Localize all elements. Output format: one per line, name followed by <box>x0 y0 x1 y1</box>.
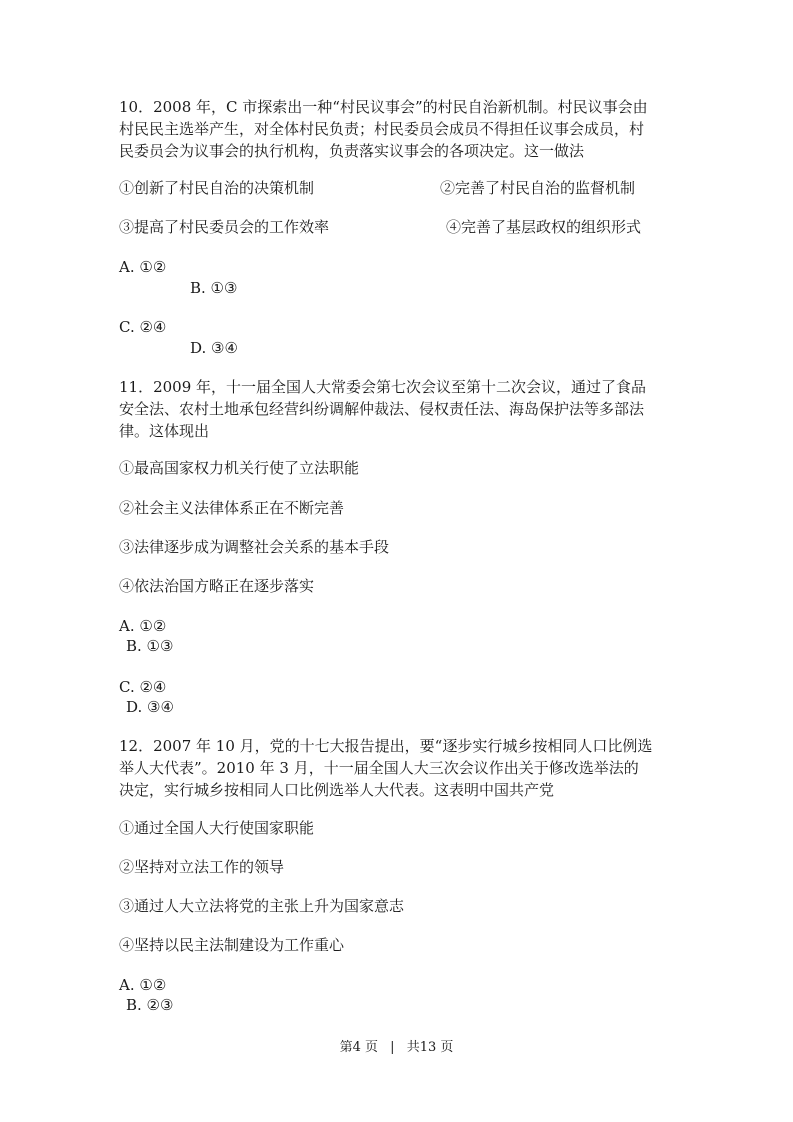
q11-statement-4: ④依法治国方略正在逐步落实 <box>119 577 315 595</box>
q10-statement-1: ①创新了村民自治的决策机制 <box>119 179 315 197</box>
q11-option-d: D. ③④ <box>126 698 174 716</box>
q10-option-c: C. ②④ <box>119 318 167 336</box>
page-footer <box>0 1038 793 1058</box>
q12-stem-line-3: 决定，实行城乡按相同人口比例选举人大代表。这表明中国共产党 <box>119 781 555 799</box>
q10-stem-line-2: 村民民主选举产生，对全体村民负责；村民委员会成员不得担任议事会成员，村 <box>119 120 645 138</box>
q12-option-b: B. ②③ <box>126 996 174 1014</box>
q10-option-d: D. ③④ <box>190 339 238 357</box>
q10-statement-4: ④完善了基层政权的组织形式 <box>446 218 642 236</box>
q11-option-c: C. ②④ <box>119 678 167 696</box>
q12-statement-4: ④坚持以民主法制建设为工作重心 <box>119 936 345 954</box>
footer-separator: | <box>390 1040 395 1055</box>
q11-option-b: B. ①③ <box>126 637 174 655</box>
q11-stem-line-3: 律。这体现出 <box>119 422 210 440</box>
q10-statement-2: ②完善了村民自治的监督机制 <box>440 179 636 197</box>
q10-statement-3: ③提高了村民委员会的工作效率 <box>119 218 330 236</box>
q12-option-a: A. ①② <box>119 976 167 994</box>
q11-option-a: A. ①② <box>119 617 167 635</box>
page-number-label: 第4 页 <box>339 1040 379 1055</box>
q10-option-b: B. ①③ <box>190 279 238 297</box>
q12-statement-1: ①通过全国人大行使国家职能 <box>119 819 315 837</box>
total-pages-label: 共13 页 <box>406 1040 454 1055</box>
q12-statement-3: ③通过人大立法将党的主张上升为国家意志 <box>119 897 405 915</box>
q11-stem-line-2: 安全法、农村土地承包经营纠纷调解仲裁法、侵权责任法、海岛保护法等多部法 <box>119 400 645 418</box>
q10-option-a: A. ①② <box>119 258 167 276</box>
q12-stem-line-1: 12．2007 年 10 月，党的十七大报告提出，要“逐步实行城乡按相同人口比例选 <box>119 737 653 755</box>
q11-stem-line-1: 11．2009 年，十一届全国人大常委会第七次会议至第十二次会议，通过了食品 <box>119 378 647 396</box>
q12-stem-line-2: 举人大代表”。2010 年 3 月，十一届全国人大三次会议作出关于修改选举法的 <box>119 759 639 777</box>
q11-statement-1: ①最高国家权力机关行使了立法职能 <box>119 459 360 477</box>
q12-statement-2: ②坚持对立法工作的领导 <box>119 858 285 876</box>
q11-statement-3: ③法律逐步成为调整社会关系的基本手段 <box>119 538 390 556</box>
q10-stem-line-1: 10．2008 年，C 市探索出一种“村民议事会”的村民自治新机制。村民议事会由 <box>119 98 648 116</box>
q11-statement-2: ②社会主义法律体系正在不断完善 <box>119 499 345 517</box>
q10-stem-line-3: 民委员会为议事会的执行机构，负责落实议事会的各项决定。这一做法 <box>119 142 585 160</box>
